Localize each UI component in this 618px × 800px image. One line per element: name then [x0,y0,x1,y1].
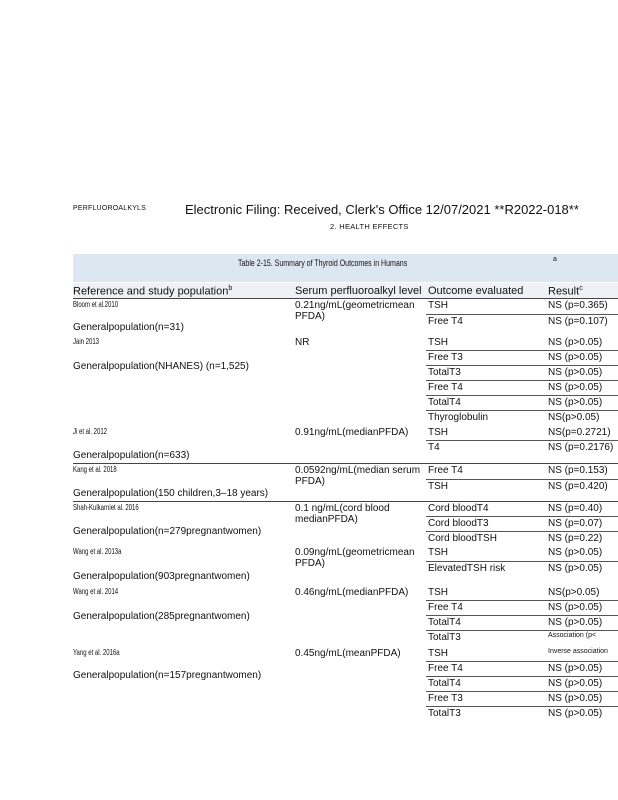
result-cell: NS (p=0.07) [548,518,603,529]
study-citation: Jain 2013 [73,337,100,346]
study-citation: Wang et al. 2014 [73,587,119,596]
study-citation: Yang et al. 2016a [73,648,120,657]
result-cell: NS (p>0.05) [548,547,603,558]
cell-divider [426,395,618,396]
serum-level: 0.21ng/mL(geometricmean PFDA) [295,300,415,322]
result-cell: NS (p>0.05) [548,678,603,689]
study-population: Generalpopulation(150 children,3–18 years) [73,488,269,499]
outcome-cell: Free T3 [428,693,463,704]
result-cell: NS (p>0.05) [548,563,603,574]
outcome-cell: ElevatedTSH risk [428,563,506,574]
table-caption-footnote-mark: a [553,256,557,263]
column-header-outcome: Outcome evaluated [428,285,524,297]
serum-level: NR [295,337,310,348]
outcome-cell: TotalT4 [428,678,461,689]
result-cell: NS(p=0.2721) [548,427,611,438]
outcome-cell: TotalT3 [428,632,461,643]
result-cell: NS (p>0.05) [548,663,603,674]
row-divider [73,463,618,464]
study-citation: Shah-Kulkarniet al. 2016 [73,503,139,512]
study-citation: Bloom et al.2010 [73,300,119,309]
result-cell: NS (p=0.40) [548,503,603,514]
cell-divider [426,676,618,677]
outcome-cell: TSH [428,547,448,558]
row-divider [73,298,618,299]
serum-level: 0.1 ng/mL(cord blood medianPFDA) [295,503,390,525]
serum-level: 0.0592ng/mL(median serum PFDA) [295,465,421,487]
outcome-cell: Free T4 [428,602,463,613]
outcome-cell: TSH [428,481,448,492]
outcome-cell: Free T3 [428,352,463,363]
result-cell: NS (p>0.05) [548,617,603,628]
result-cell: NS (p=0.365) [548,300,608,311]
result-cell: NS (p>0.05) [548,382,603,393]
column-header-level: Serum perfluoroalkyl level [295,285,422,297]
cell-divider [426,516,618,517]
cell-divider [426,600,618,601]
result-cell: NS (p>0.05) [548,602,603,613]
column-header-result: Result$^c$ [548,285,583,298]
column-header-reference: Reference and study population$^b$ [73,285,233,298]
outcome-cell: Free T4 [428,382,463,393]
outcome-cell: TotalT4 [428,397,461,408]
cell-divider [426,561,618,562]
outcome-cell: TotalT4 [428,617,461,628]
study-population: Generalpopulation(285pregnantwomen) [73,611,250,622]
section-title: 2. HEALTH EFFECTS [330,222,409,231]
outcome-cell: TSH [428,587,448,598]
cell-divider [426,365,618,366]
outcome-cell: TSH [428,337,448,348]
row-divider [73,501,618,502]
study-citation: Ji et al. 2012 [73,427,108,436]
study-population: Generalpopulation(n=633) [73,450,190,461]
cell-divider [426,350,618,351]
result-cell: NS(p>0.05) [548,587,600,598]
result-cell: NS(p>0.05) [548,412,600,423]
cell-divider [426,410,618,411]
result-cell: NS (p=0.2176) [548,442,614,453]
outcome-cell: TSH [428,648,448,659]
study-population: Generalpopulation(903pregnantwomen) [73,571,250,582]
result-cell: NS (p>0.05) [548,367,603,378]
result-cell: NS (p=0.420) [548,481,608,492]
outcome-cell: Free T4 [428,465,463,476]
study-citation: Wang et al. 2013a [73,547,122,556]
cell-divider [426,314,618,315]
cell-divider [426,615,618,616]
study-citation: Kang et al. 2018 [73,465,117,474]
cell-divider [426,661,618,662]
outcome-cell: T4 [428,442,440,453]
result-cell: NS (p=0.153) [548,465,608,476]
outcome-cell: Cord bloodT4 [428,503,489,514]
result-cell: NS (p>0.05) [548,352,603,363]
outcome-cell: Cord bloodT3 [428,518,489,529]
cell-divider [426,531,618,532]
outcome-cell: Cord bloodTSH [428,533,497,544]
serum-level: 0.45ng/mL(meanPFDA) [295,648,401,659]
table-caption: Table 2-15. Summary of Thyroid Outcomes in Humans [238,258,408,268]
result-cell: NS (p=0.22) [548,533,603,544]
cell-divider [426,440,618,441]
result-cell: NS (p>0.05) [548,708,603,719]
study-population: Generalpopulation(n=31) [73,322,184,333]
study-population: Generalpopulation(n=157pregnantwomen) [73,670,262,681]
result-cell: NS (p=0.107) [548,316,608,327]
cell-divider [426,706,618,707]
cell-divider [426,479,618,480]
outcome-cell: Free T4 [428,316,463,327]
serum-level: 0.91ng/mL(medianPFDA) [295,427,409,438]
study-population: Generalpopulation(NHANES) (n=1,525) [73,361,249,372]
result-cell: Inverse association [548,648,608,655]
outcome-cell: TotalT3 [428,708,461,719]
running-head: PERFLUOROALKYLS [73,205,147,212]
serum-level: 0.46ng/mL(medianPFDA) [295,587,409,598]
result-cell: Association (p< [548,632,597,639]
cell-divider [426,380,618,381]
cell-divider [426,691,618,692]
result-cell: NS (p>0.05) [548,693,603,704]
result-cell: NS (p>0.05) [548,397,603,408]
outcome-cell: TotalT3 [428,367,461,378]
serum-level: 0.09ng/mL(geometricmean PFDA) [295,547,415,569]
result-cell: NS (p>0.05) [548,337,603,348]
study-population: Generalpopulation(n=279pregnantwomen) [73,526,262,537]
outcome-cell: Free T4 [428,663,463,674]
outcome-cell: TSH [428,427,448,438]
cell-divider [426,630,618,631]
outcome-cell: Thyroglobulin [428,412,489,423]
filing-stamp: Electronic Filing: Received, Clerk's Office 12/07/2021 **R2022-018** [185,202,579,217]
outcome-cell: TSH [428,300,448,311]
